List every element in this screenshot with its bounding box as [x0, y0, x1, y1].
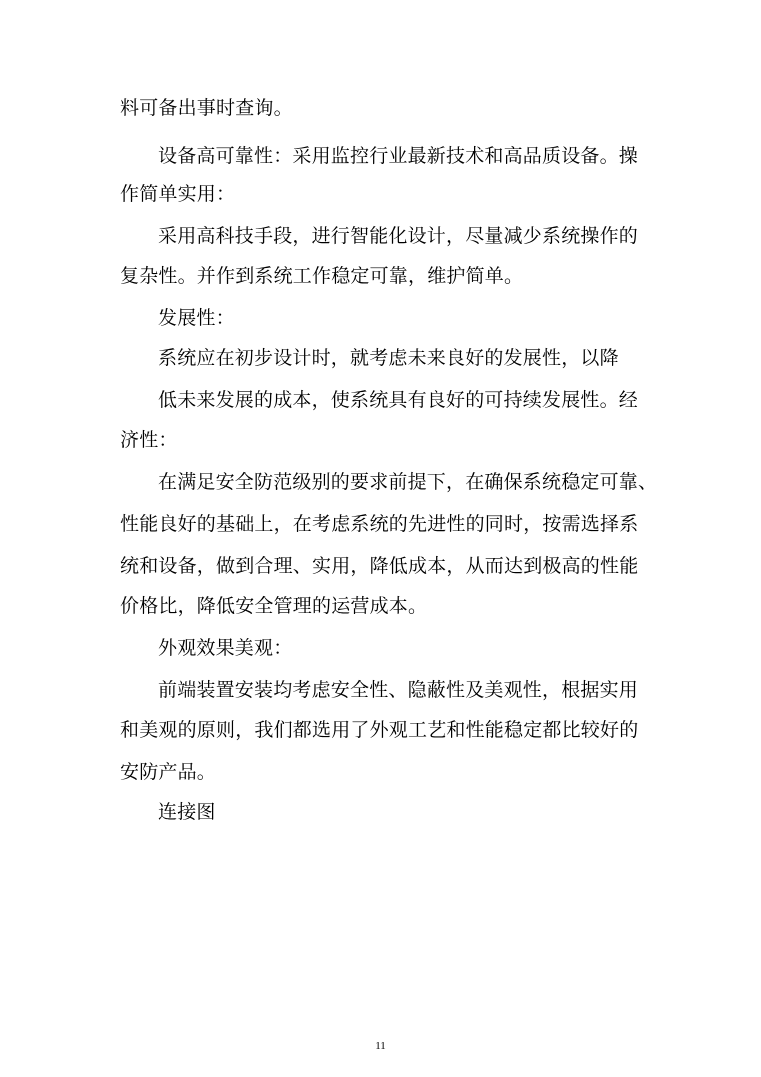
text-line-11: 性能良好的基础上，在考虑系统的先进性的同时，按需选择系 [120, 513, 639, 535]
page-number: 11 [375, 1040, 386, 1052]
text-line-4: 采用高科技手段，进行智能化设计，尽量减少系统操作的 [158, 225, 639, 247]
text-line-10: 在满足安全防范级别的要求前提下，在确保系统稳定可靠、 [158, 471, 658, 493]
text-line-2: 设备高可靠性：采用监控行业最新技术和高品质设备。操 [158, 145, 639, 167]
text-line-18: 连接图 [158, 801, 216, 823]
text-line-7: 系统应在初步设计时，就考虑未来良好的发展性，以降 [158, 347, 619, 369]
text-line-3: 作简单实用： [120, 183, 236, 205]
text-line-16: 和美观的原则，我们都选用了外观工艺和性能稳定都比较好的 [120, 719, 639, 741]
text-line-5: 复杂性。并作到系统工作稳定可靠，维护简单。 [120, 265, 524, 287]
text-line-17: 安防产品。 [120, 761, 217, 783]
text-line-6: 发展性： [158, 307, 235, 329]
text-line-13: 价格比，降低安全管理的运营成本。 [120, 595, 428, 617]
text-line-8: 低未来发展的成本，使系统具有良好的可持续发展性。经 [158, 389, 639, 411]
text-line-12: 统和设备，做到合理、实用，降低成本，从而达到极高的性能 [120, 555, 639, 577]
text-line-9: 济性： [120, 429, 178, 451]
text-line-1: 料可备出事时查询。 [120, 97, 293, 119]
text-line-15: 前端装置安装均考虑安全性、隐蔽性及美观性，根据实用 [158, 679, 639, 701]
text-line-14: 外观效果美观： [158, 637, 293, 659]
